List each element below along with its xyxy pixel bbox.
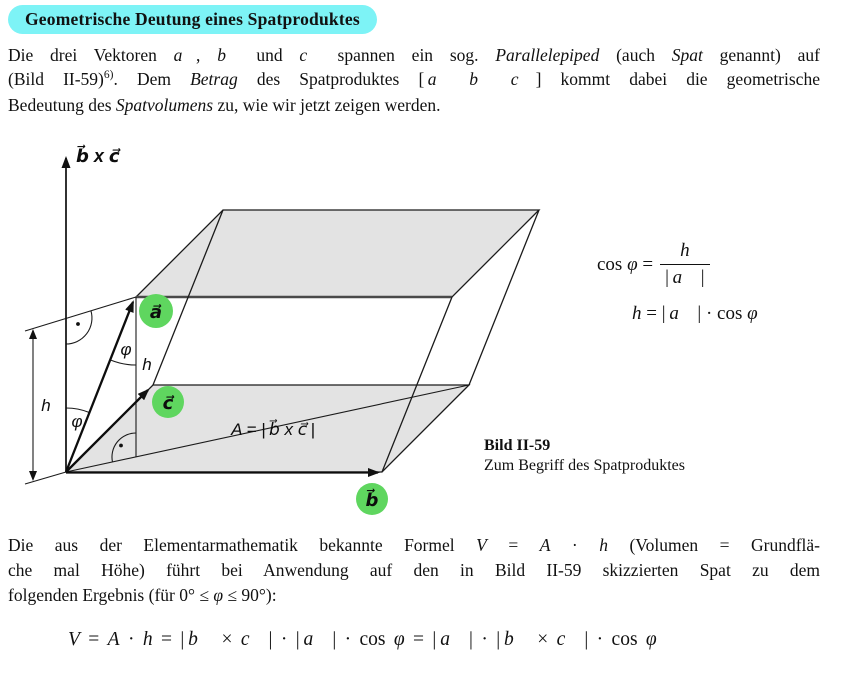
text-segment: ≤ 90°):: [223, 585, 277, 605]
parallelepiped-top-face: [136, 210, 539, 297]
text-segment: c⃗: [299, 45, 321, 65]
text-segment: genannt) auf: [702, 45, 820, 65]
text-segment: a⃗: [303, 629, 329, 650]
text-segment: Die aus der Elementarmathematik bekannte Formel: [8, 535, 477, 555]
text-segment: h: [632, 303, 642, 324]
text-segment: a⃗: [173, 45, 197, 65]
text-segment: V: [476, 535, 487, 555]
text-segment: und: [239, 45, 300, 65]
text-segment: φ: [645, 629, 657, 650]
text-segment: | · cos: [693, 303, 748, 324]
fraction-denominator: [660, 264, 710, 289]
text-segment: (Volumen = Grundflä-: [607, 535, 820, 555]
formula-cos-phi: [597, 240, 710, 289]
text-segment: ·: [119, 629, 143, 650]
paragraph-volume: [8, 533, 820, 608]
text-segment: = |: [404, 629, 441, 650]
text-segment: 6): [103, 69, 114, 82]
text-segment: (auch: [599, 45, 672, 65]
text-segment: a⃗: [440, 629, 466, 650]
text-segment: φ: [213, 585, 224, 605]
text-segment: c⃗: [556, 629, 581, 650]
phi-label-origin: φ: [71, 412, 83, 431]
text-segment: b⃗: [217, 45, 240, 65]
text-segment: A: [539, 535, 551, 555]
right-angle-arc-top: [66, 311, 92, 344]
text-segment: a⃗: [672, 267, 697, 288]
text-segment: (Bild II-59): [8, 68, 104, 89]
text-segment: ·: [550, 535, 600, 555]
figure-caption: [484, 436, 685, 475]
text-segment: φ: [627, 253, 638, 275]
text-segment: | · |: [465, 629, 504, 650]
text-segment: =: [637, 253, 654, 275]
right-angle-dot-base: [119, 444, 123, 448]
text-segment: a⃗: [669, 303, 694, 324]
text-segment: h: [599, 535, 608, 555]
text-segment: Spat: [671, 45, 703, 65]
text-segment: a⃗ b⃗ c⃗: [427, 68, 533, 89]
text-segment: Bedeutung des: [8, 95, 116, 116]
height-label-middle: h: [142, 355, 152, 374]
text-segment: cos: [597, 253, 628, 275]
section-title: Geometrische Deutung eines Spatproduktes: [25, 9, 360, 29]
right-angle-dot-top: [76, 322, 80, 326]
text-segment: des Spatproduktes [: [237, 68, 428, 89]
base-area-label: A = | b⃗ x c⃗ |: [231, 420, 315, 439]
top-reference-line: [25, 297, 136, 331]
text-segment: | · cos: [580, 629, 646, 650]
formula-volume: [68, 629, 657, 651]
text-segment: | · |: [264, 629, 304, 650]
text-segment: folgenden Ergebnis (für 0° ≤: [8, 585, 214, 605]
text-segment: = |: [152, 629, 189, 650]
formula-cos-lhs: [597, 254, 653, 276]
text-segment: che mal Höhe) führt bei Anwendung auf den in Bild II-59 skizzierten Spat zu dem: [8, 560, 820, 580]
text-segment: Betrag: [190, 68, 238, 89]
text-segment: = |: [641, 303, 670, 324]
text-segment: ,: [196, 45, 218, 65]
text-segment: |: [665, 267, 673, 288]
text-segment: h: [680, 240, 690, 261]
text-segment: ×: [528, 629, 557, 650]
text-segment: =: [486, 535, 540, 555]
fraction-numerator: [676, 240, 694, 264]
text-segment: c⃗: [240, 629, 265, 650]
text-segment: zu, wie wir jetzt zeigen werden.: [213, 95, 441, 116]
text-segment: φ: [747, 303, 758, 324]
text-line: [8, 558, 820, 583]
axis-label: b⃗ x c⃗: [76, 146, 120, 166]
base-reference-line: [25, 472, 66, 484]
figure-caption-title: Bild II-59: [484, 437, 551, 454]
text-line: [8, 583, 820, 608]
phi-label-top: φ: [120, 340, 132, 359]
text-segment: spannen ein sog.: [320, 45, 496, 65]
fraction-h-over-a: [660, 240, 710, 289]
text-segment: . Dem: [113, 68, 191, 89]
text-line: [8, 533, 820, 558]
formula-h-equals: [632, 303, 758, 325]
text-segment: |: [696, 267, 705, 288]
text-segment: ] kommt dabei die geometrische: [532, 68, 820, 89]
vector-c-label: c⃗: [162, 393, 174, 413]
text-segment: Spatvolumens: [115, 95, 214, 116]
text-segment: Die drei Vektoren: [8, 45, 174, 65]
text-segment: Parallelepiped: [495, 45, 600, 65]
height-label-left: h: [41, 396, 51, 415]
text-segment: b⃗: [504, 629, 529, 650]
text-segment: h: [142, 629, 153, 650]
figure-caption-text: Zum Begriff des Spatproduktes: [484, 456, 686, 474]
text-segment: V: [68, 629, 80, 650]
text-segment: | · cos: [328, 629, 394, 650]
text-segment: =: [79, 629, 108, 650]
phi-angle-arc-top: [111, 360, 136, 365]
text-segment: b⃗: [188, 629, 214, 650]
vector-a-label: a⃗: [149, 302, 163, 322]
text-segment: φ: [393, 629, 405, 650]
vector-b-label: b⃗: [365, 490, 379, 510]
text-segment: ×: [213, 629, 241, 650]
text-segment: A: [107, 629, 120, 650]
